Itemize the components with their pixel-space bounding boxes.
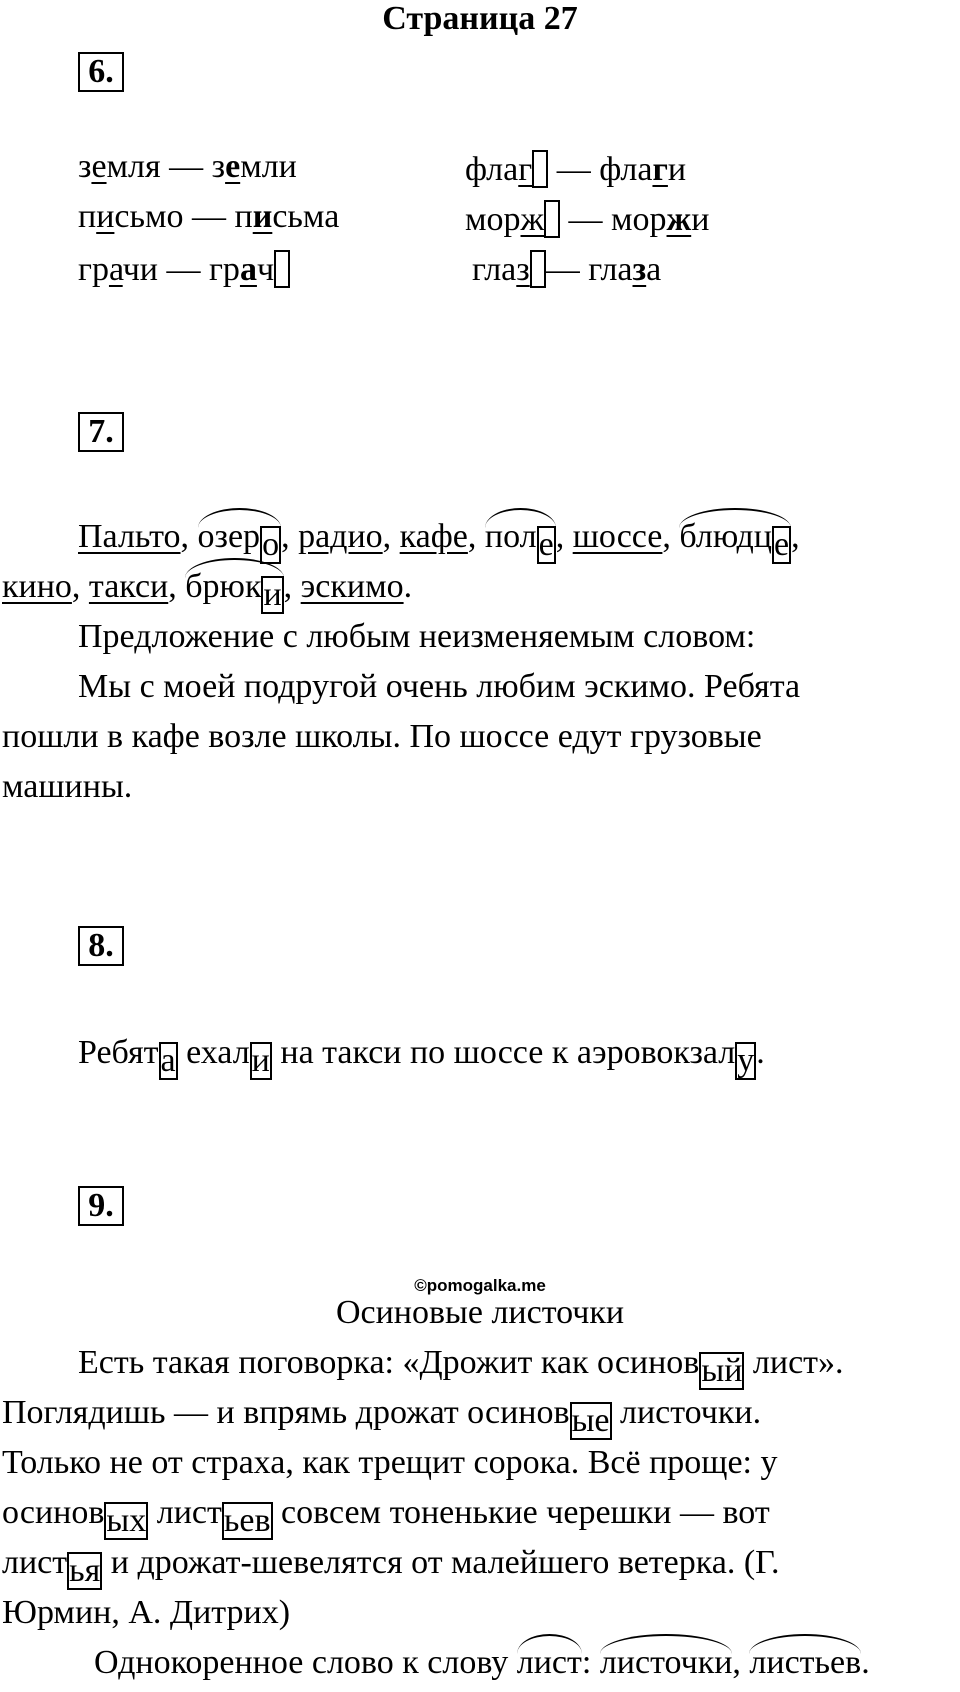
empty-ending-box [530, 250, 546, 288]
watermark: ©pomogalka.me [414, 1276, 546, 1295]
ex6-row2-right: морж — моржи [465, 201, 710, 238]
ex7-answer-line2: пошли в кафе возле школы. По шоссе едут грузовые [2, 718, 762, 755]
ex9-line4: осиновых листьев совсем тоненькие черешки — вот [2, 1494, 770, 1539]
ex9-line5: листья и дрожат-шевелятся от малейшего ветерка. (Г. [2, 1544, 780, 1589]
ex9-line2: Поглядишь — и впрямь дрожат осиновые листочки. [2, 1394, 762, 1439]
ex7-answer-line3: машины. [2, 768, 133, 805]
text-heading: Осиновые листочки [335, 1294, 625, 1331]
ex7-answer-line1: Мы с моей подругой очень любим эскимо. Ребята [78, 668, 801, 705]
ex9-line6: Юрмин, А. Дитрих) [2, 1594, 291, 1631]
page-title: Страница 27 [382, 0, 578, 37]
ex6-row1-left: земля — земли [78, 148, 297, 185]
exercise-7-number: 7. [78, 412, 124, 452]
empty-ending-box [544, 200, 560, 238]
empty-ending-box [532, 150, 548, 188]
ex8-sentence: Ребята ехали на такси по шоссе к аэровокзалу. [78, 1034, 765, 1079]
ex9-line1: Есть такая поговорка: «Дрожит как осиновый лист». [78, 1344, 844, 1389]
ex6-row3-right: глаз — глаза [472, 251, 662, 288]
exercise-9-number: 9. [78, 1186, 124, 1226]
ex6-row2-left: письмо — письма [78, 198, 340, 235]
ex6-row3-left: грачи — грач [78, 250, 290, 288]
exercise-8-number: 8. [78, 926, 124, 966]
ex7-words-line1: Пальто, озеро, радио, кафе, поле, шоссе, блюдце, [78, 518, 800, 563]
ex9-line7: Однокоренное слово к слову лист: листочки, листьев. [94, 1644, 870, 1681]
empty-ending-box [274, 250, 290, 288]
exercise-6-number: 6. [78, 52, 124, 92]
ex6-row1-right: флаг — флаги [465, 151, 687, 188]
ex7-words-line2: кино, такси, брюки, эскимо. [2, 568, 413, 613]
ex7-task-line: Предложение с любым неизменяемым словом: [78, 618, 756, 655]
ex9-line3: Только не от страха, как трещит сорока. Всё проще: у [2, 1444, 778, 1481]
